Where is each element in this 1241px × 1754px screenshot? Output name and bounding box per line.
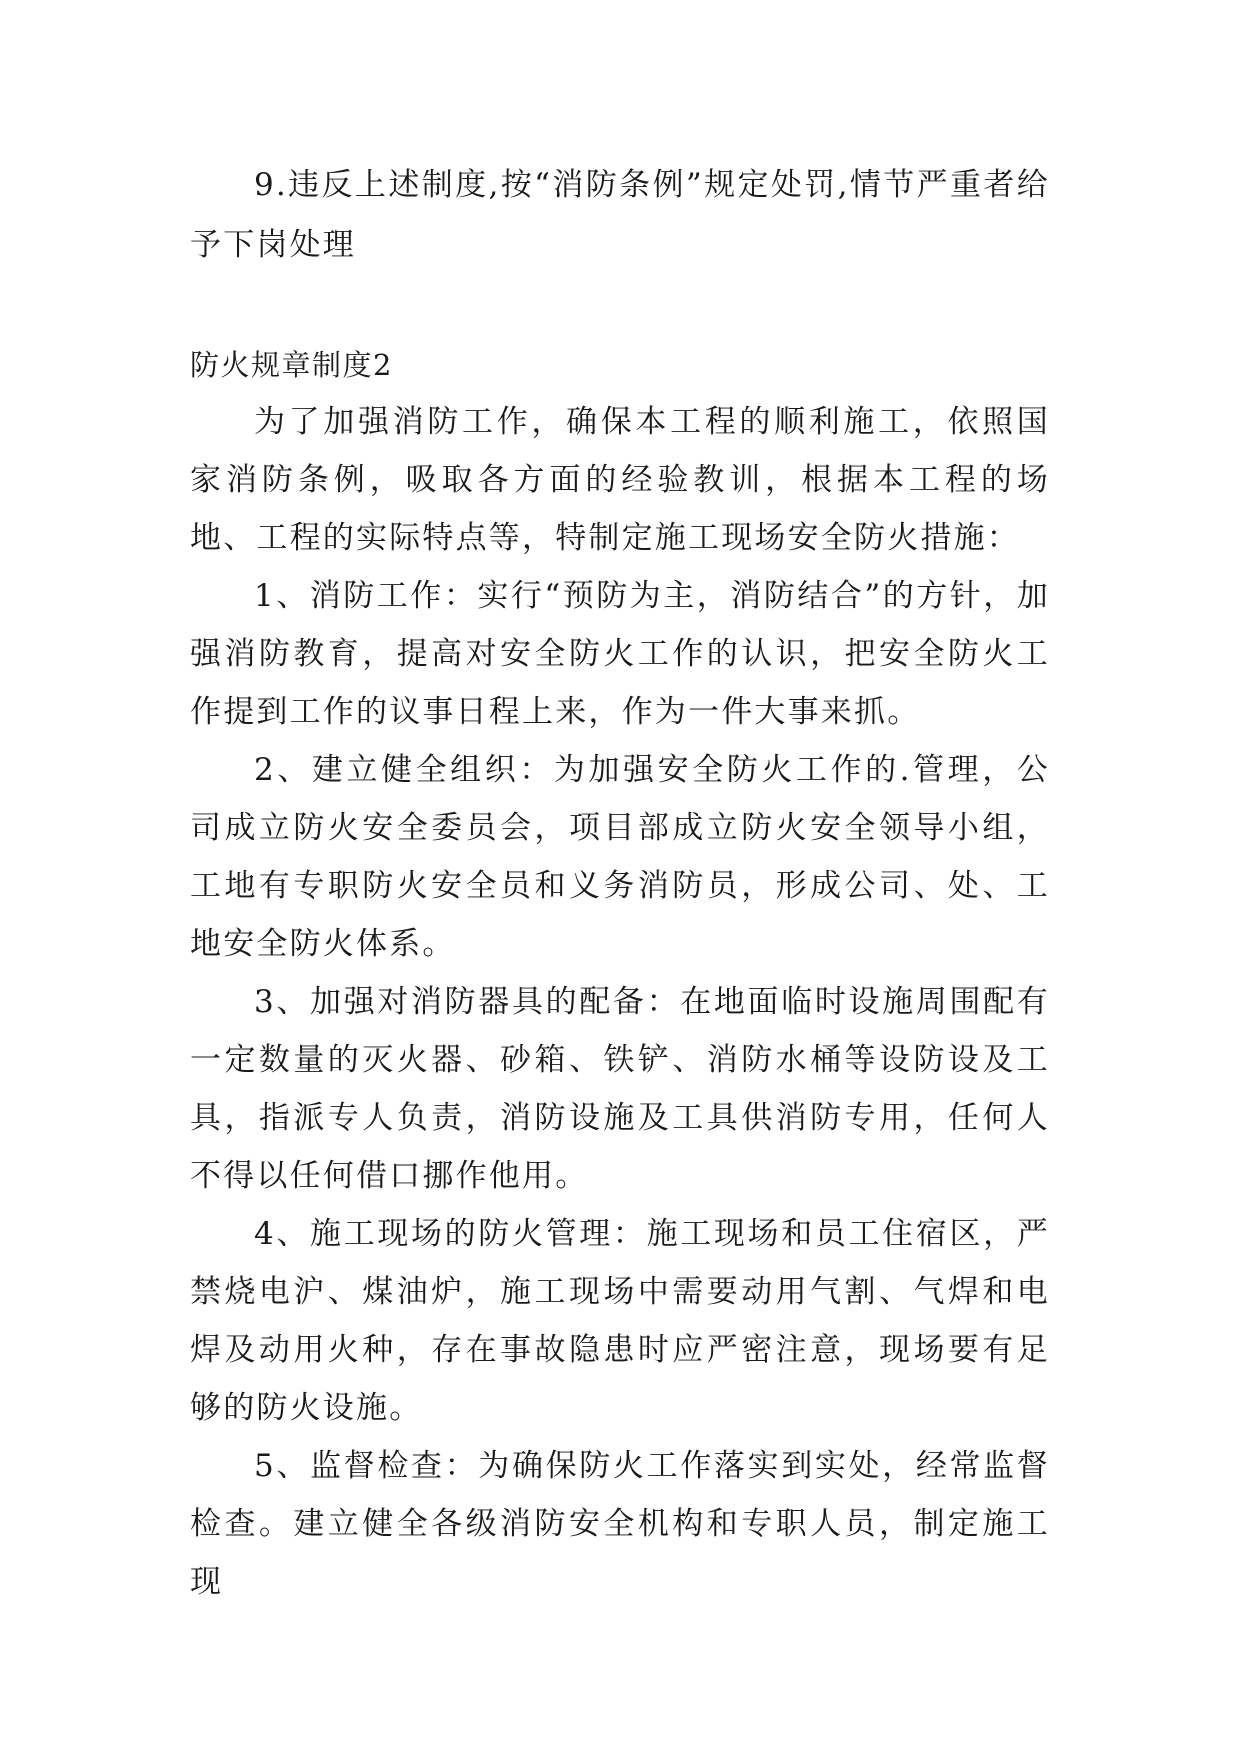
rule-9-paragraph: 9.违反上述制度,按“消防条例”规定处罚,情节严重者给予下岗处理 [190, 167, 1050, 263]
item-5-paragraph: 5、监督检查：为确保防火工作落实到实处，经常监督检查。建立健全各级消防安全机构和专职人员，制定施工现 [190, 1448, 1050, 1600]
section-gap [190, 275, 1050, 337]
document-page [190, 155, 1050, 1611]
item-2-paragraph: 2、建立健全组织：为加强安全防火工作的.管理，公司成立防火安全委员会，项目部成立防火安全领导小组，工地有专职防火安全员和义务消防员，形成公司、处、工地安全防火体系。 [190, 752, 1050, 962]
intro-paragraph: 为了加强消防工作，确保本工程的顺利施工，依照国家消防条例，吸取各方面的经验教训，根据本工程的场地、工程的实际特点等，特制定施工现场安全防火措施： [190, 404, 1050, 556]
item-3-paragraph: 3、加强对消防器具的配备：在地面临时设施周围配有一定数量的灭火器、砂箱、铁铲、消防水桶等设防设及工具，指派专人负责，消防设施及工具供消防专用，任何人不得以任何借口挪作他用。 [190, 984, 1050, 1194]
item-1-paragraph: 1、消防工作：实行“预防为主，消防结合”的方针，加强消防教育，提高对安全防火工作的认识，把安全防火工作提到工作的议事日程上来，作为一件大事来抓。 [190, 578, 1050, 730]
section-title: 防火规章制度2 [190, 348, 393, 382]
item-4-paragraph: 4、施工现场的防火管理：施工现场和员工住宿区，严禁烧电沪、煤油炉，施工现场中需要动用气割、气焊和电焊及动用火种，存在事故隐患时应严密注意，现场要有足够的防火设施。 [190, 1216, 1050, 1426]
